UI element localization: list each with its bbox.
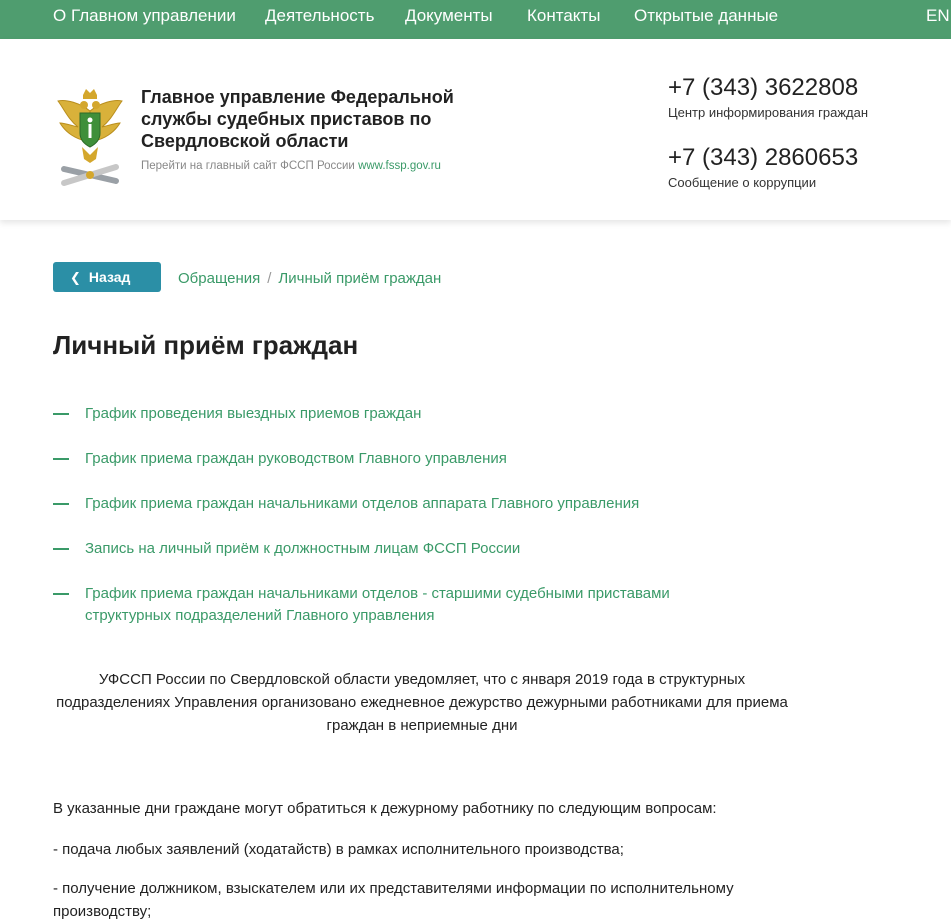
document-link-list — [53, 403, 933, 627]
main-site-hint — [141, 160, 441, 172]
back-button-label: Назад — [88, 269, 131, 285]
list-item-link[interactable]: График проведения выездных приемов граждан — [85, 405, 422, 422]
page-title: Личный приём граждан — [53, 330, 359, 360]
list-item-link[interactable]: График приема граждан руководством Главного управления — [85, 450, 507, 467]
list-item[interactable] — [53, 403, 933, 425]
nav-item-activity[interactable]: Деятельность — [265, 6, 375, 25]
phone-info-center[interactable]: +7 (343) 3622808 — [668, 74, 859, 101]
body-intro: В указанные дни граждане могут обратиться к дежурному работнику по следующим вопросам: — [53, 800, 717, 817]
nav-item-about[interactable]: О Главном управлении — [53, 6, 236, 25]
phone-info-center-caption: Центр информирования граждан — [668, 105, 869, 120]
dash-icon — [53, 458, 69, 460]
list-item[interactable] — [53, 493, 933, 515]
list-item-link[interactable]: График приема граждан начальниками отделов аппарата Главного управления — [85, 495, 640, 512]
body-item-2: - получение должником, взыскателем или их представителями информации по исполнительному производству; — [53, 880, 734, 920]
fssp-emblem-icon[interactable] — [56, 89, 124, 201]
site-header — [0, 39, 951, 220]
top-navigation — [0, 0, 951, 39]
dash-icon — [53, 548, 69, 550]
chevron-left-icon: ❮ — [70, 270, 81, 285]
language-switch[interactable]: EN — [926, 6, 950, 25]
breadcrumb-separator: / — [267, 270, 272, 287]
breadcrumb-item-appeals[interactable]: Обращения — [178, 270, 261, 287]
duty-notice: УФССП России по Свердловской области уведомляет, что с января 2019 года в структурных подразделениях Управления организовано ежедневное дежурство дежурными работниками для приема граждан в неприемные дни — [56, 671, 788, 734]
organization-title: Главное управление Федеральной службы судебных приставов по Свердловской области — [141, 87, 454, 151]
list-item[interactable] — [53, 583, 933, 627]
main-site-hint-text: Перейти на главный сайт ФССП России — [141, 160, 355, 172]
body-item-1: - подача любых заявлений (ходатайств) в рамках исполнительного производства; — [53, 841, 624, 858]
dash-icon — [53, 593, 69, 595]
list-item[interactable] — [53, 538, 933, 560]
dash-icon — [53, 413, 69, 415]
dash-icon — [53, 503, 69, 505]
breadcrumb — [178, 270, 441, 287]
nav-item-contacts[interactable]: Контакты — [527, 6, 601, 25]
breadcrumb-item-current[interactable]: Личный приём граждан — [278, 270, 442, 287]
list-item[interactable] — [53, 448, 933, 470]
phone-corruption[interactable]: +7 (343) 2860653 — [668, 144, 859, 171]
back-button[interactable] — [53, 262, 161, 292]
nav-item-open-data[interactable]: Открытые данные — [634, 6, 779, 25]
list-item-link[interactable]: График приема граждан начальниками отделов - старшими судебными приставами структурных подразделений Главного управления — [85, 585, 670, 624]
list-item-link[interactable]: Запись на личный приём к должностным лицам ФССП России — [85, 540, 521, 557]
main-site-link[interactable]: www.fssp.gov.ru — [358, 160, 441, 172]
nav-item-documents[interactable]: Документы — [405, 6, 493, 25]
phone-corruption-caption: Сообщение о коррупции — [668, 175, 817, 190]
